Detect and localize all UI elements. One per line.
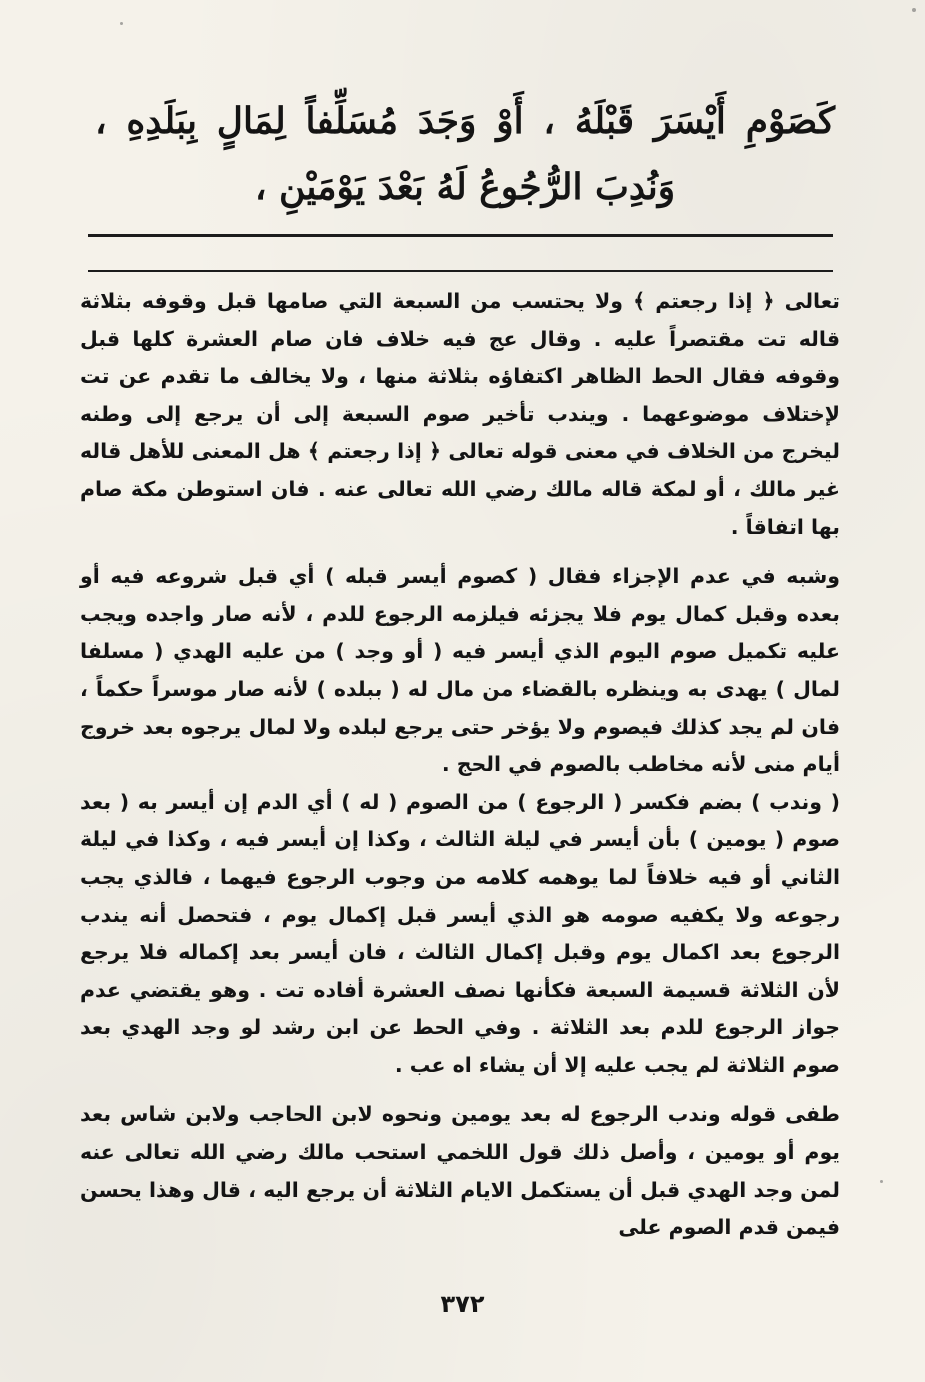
commentary-divider	[88, 270, 833, 272]
commentary-paragraph-4: طفى قوله وندب الرجوع له بعد يومين ونحوه لابن الحاجب ولابن شاس بعد يوم أو يومين ، وأصل ذلك قول اللخمي استحب مالك رضي الله تعالى عنه لمن وجد الهدي قبل أن يستكمل الايام الثلاثة أن يرجع اليه ، قال وهذا يحسن فيمن قدم الصوم على	[80, 1102, 840, 1240]
scan-speck	[120, 22, 123, 25]
commentary-paragraph-2: وشبه في عدم الإجزاء فقال ( كصوم أيسر قبله ) أي قبل شروعه فيه أو بعده وقبل كمال يوم فلا يجزئه فيلزمه الرجوع للدم ، لأنه صار واجده ويجب عليه تكميل صوم اليوم الذي أيسر فيه ( أو وجد ) من عليه الهدي ( مسلفا لمال ) يهدى به وينظره بالقضاء من مال له ( ببلده ) لأنه صار موسراً حكماً ، فان لم يجد كذلك فيصوم ولا يؤخر حتى يرجع لبلده ولا لمال يرجوه بعد خروج أيام منى لأنه مخاطب بالصوم في الحج .	[80, 564, 840, 777]
commentary-paragraph-3: ( وندب ) بضم فكسر ( الرجوع ) من الصوم ( له ) أي الدم إن أيسر به ( بعد صوم ( يومين ) بأن أيسر في ليلة الثالث ، وكذا إن أيسر فيه ، وكذا في ليلة الثاني أو فيه خلافاً لما يوهمه كلامه من وجوب الرجوع فيهما ، فالذي يجب رجوعه ولا يكفيه صومه هو الذي أيسر قبل إكمال يوم ، فتحصل أنه يندب الرجوع بعد اكمال يوم وقبل إكمال الثالث ، فان أيسر بعد إكماله فلا يرجع لأن الثلاثة قسيمة السبعة فكأنها نصف العشرة أفاده تت . وهو يقتضي عدم جواز الرجوع للدم بعد الثلاثة . وفي الحط عن ابن رشد لو وجد الهدي بعد صوم الثلاثة لم يجب عليه إلا أن يشاء اه عب .	[80, 789, 840, 1077]
commentary-paragraph-1: تعالى ﴿ إذا رجعتم ﴾ ولا يحتسب من السبعة التي صامها قبل وقوفه بثلاثة قاله تت مقتصراً عليه . وقال عج فيه خلاف فان صام العشرة كلها قبل وقوفه فقال الحط الظاهر اكتفاؤه بثلاثة منها ، ولا يخالف ما تقدم عن تت لإختلاف موضوعهما . ويندب تأخير صوم السبعة إلى أن يرجع إلى وطنه ليخرج من الخلاف في معنى قوله تعالى ﴿ إذا رجعتم ﴾ هل المعنى للأهل قاله غير مالك ، أو لمكة قاله مالك رضي الله تعالى عنه . فان استوطن مكة صام بها اتفاقاً .	[80, 289, 840, 539]
matn-text: كَصَوْمِ أَيْسَرَ قَبْلَهُ ، أَوْ وَجَدَ مُسَلِّفاً لِمَالٍ بِبَلَدِهِ ، وَنُدِبَ الرُّجُوعُ لَهُ بَعْدَ يَوْمَيْنِ ،	[95, 100, 835, 208]
scan-speck	[912, 8, 916, 12]
commentary-body	[80, 283, 840, 1247]
scan-speck	[880, 1180, 883, 1183]
page-number: ٣٧٢	[440, 1290, 485, 1318]
matn-divider	[88, 234, 833, 237]
